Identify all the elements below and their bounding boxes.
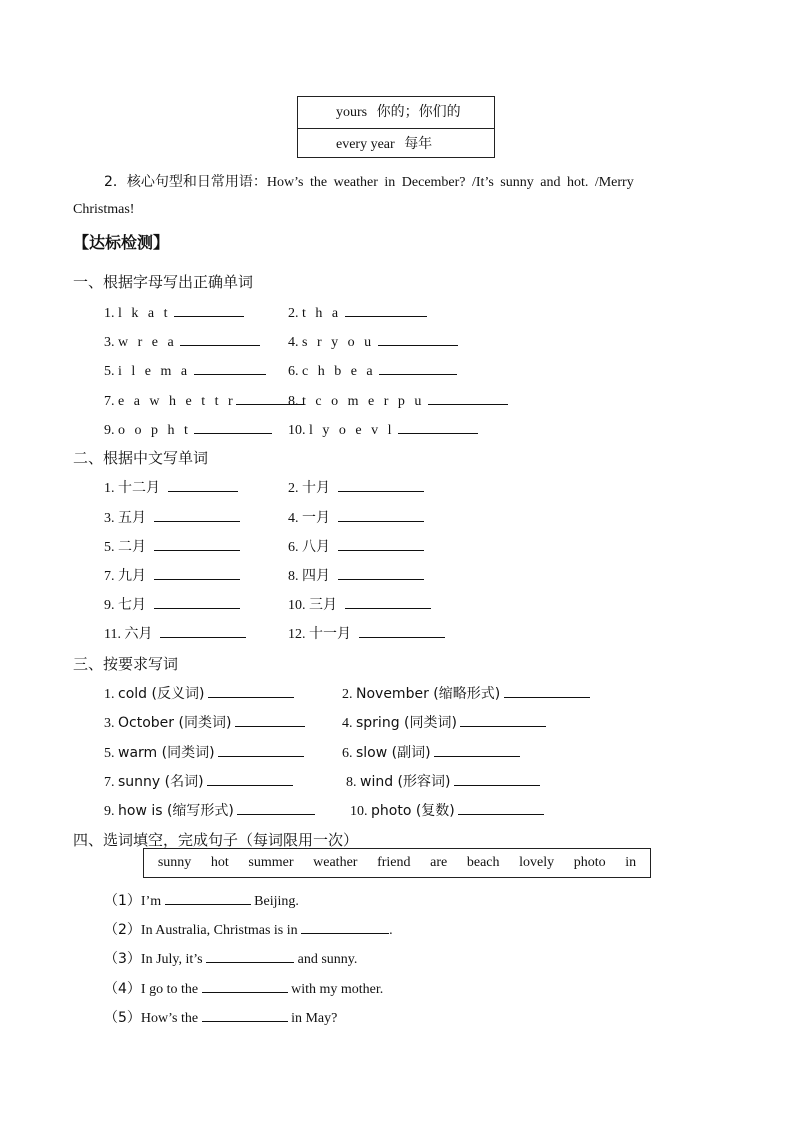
section4-title: 四、选词填空，完成句子（每词限用一次） xyxy=(73,831,359,849)
s1-item xyxy=(104,419,272,439)
item-number: 9. xyxy=(104,804,115,819)
s2-item xyxy=(288,565,424,585)
item-number: 3. xyxy=(104,716,115,731)
s2-item xyxy=(104,565,240,585)
item-number: 2. xyxy=(342,687,353,702)
item-number: 11. xyxy=(104,627,121,642)
s2-item xyxy=(288,623,445,643)
s1-item xyxy=(288,302,427,322)
s2-item xyxy=(104,623,246,643)
item-number: 3. xyxy=(104,511,115,526)
item-number: 9. xyxy=(104,423,115,438)
scrambled-letters: l k a t xyxy=(118,306,171,321)
scrambled-letters: s r y o u xyxy=(302,335,375,350)
word-bank-word: lovely xyxy=(519,855,555,870)
scrambled-letters: i l e m a xyxy=(118,364,191,379)
s2-item xyxy=(288,477,424,497)
chinese-month: 七月 xyxy=(118,597,146,613)
chinese-month: 十一月 xyxy=(309,626,351,642)
answer-blank[interactable] xyxy=(180,331,260,346)
answer-blank[interactable] xyxy=(345,594,431,609)
item-prompt: October (同类词) xyxy=(118,715,232,731)
item-number: 7. xyxy=(104,569,115,584)
item-number: 1. xyxy=(104,687,115,702)
sentence-number: （4） xyxy=(104,981,141,997)
answer-blank[interactable] xyxy=(301,919,389,934)
answer-blank[interactable] xyxy=(154,594,240,609)
item-number: 8. xyxy=(288,394,299,409)
item-number: 6. xyxy=(342,746,353,761)
chinese-month: 九月 xyxy=(118,568,146,584)
key-sentences-line1 xyxy=(104,171,634,191)
answer-blank[interactable] xyxy=(235,712,305,727)
sentence-number: （2） xyxy=(104,922,141,938)
item-number: 4. xyxy=(288,511,299,526)
item-prompt: sunny (名词) xyxy=(118,774,204,790)
item-number: 3. xyxy=(104,335,115,350)
item-number: 7. xyxy=(104,775,115,790)
item-number: 5. xyxy=(104,364,115,379)
s2-item xyxy=(104,507,240,527)
key-sentences-number: 2． xyxy=(104,174,127,190)
sentence-number: （5） xyxy=(104,1010,141,1026)
scrambled-letters: t h a xyxy=(302,306,342,321)
word-bank-word: friend xyxy=(377,855,411,870)
sentence-after: Beijing. xyxy=(254,894,299,909)
answer-blank[interactable] xyxy=(434,742,520,757)
s4-sentence xyxy=(104,978,383,998)
item-number: 10. xyxy=(350,804,368,819)
answer-blank[interactable] xyxy=(202,1007,288,1022)
item-prompt: how is (缩写形式) xyxy=(118,803,234,819)
word-bank-word: are xyxy=(430,855,448,870)
scrambled-letters: o o p h t xyxy=(118,423,191,438)
vocab-english: every year xyxy=(336,137,395,152)
answer-blank[interactable] xyxy=(454,771,540,786)
item-number: 5. xyxy=(104,746,115,761)
s4-sentence xyxy=(104,919,393,939)
s3-item xyxy=(104,771,293,791)
chinese-month: 二月 xyxy=(118,539,146,555)
word-bank-word: summer xyxy=(248,855,294,870)
item-number: 7. xyxy=(104,394,115,409)
answer-blank[interactable] xyxy=(160,623,246,638)
answer-blank[interactable] xyxy=(206,948,294,963)
answer-blank[interactable] xyxy=(154,507,240,522)
answer-blank[interactable] xyxy=(154,536,240,551)
item-number: 8. xyxy=(346,775,357,790)
s3-item xyxy=(350,800,544,820)
s1-item xyxy=(104,302,244,322)
chinese-month: 一月 xyxy=(302,510,330,526)
answer-blank[interactable] xyxy=(202,978,288,993)
item-number: 2. xyxy=(288,306,299,321)
answer-blank[interactable] xyxy=(460,712,546,727)
answer-blank[interactable] xyxy=(378,331,458,346)
item-number: 6. xyxy=(288,540,299,555)
scrambled-letters: c h b e a xyxy=(302,364,376,379)
section2-title: 二、根据中文写单词 xyxy=(73,449,209,467)
s2-item xyxy=(288,594,431,614)
section3-title: 三、按要求写词 xyxy=(73,655,179,673)
s2-item xyxy=(288,536,424,556)
chinese-month: 十二月 xyxy=(118,480,160,496)
sentence-after: . xyxy=(389,923,393,938)
item-number: 6. xyxy=(288,364,299,379)
vocab-table xyxy=(297,96,495,158)
key-sentences-label: 核心句型和日常用语： xyxy=(126,174,267,190)
s4-sentence xyxy=(104,1007,337,1027)
key-sentences-text: How’s the weather in December? /It’s sunny and hot. /Merry xyxy=(266,175,634,190)
answer-blank[interactable] xyxy=(168,477,238,492)
word-bank-word: sunny xyxy=(157,855,192,870)
s3-item xyxy=(104,683,294,703)
s2-item xyxy=(104,477,238,497)
word-bank-word: beach xyxy=(466,855,500,870)
item-prompt: wind (形容词) xyxy=(360,774,451,790)
item-number: 4. xyxy=(342,716,353,731)
item-prompt: photo (复数) xyxy=(371,803,455,819)
vocab-chinese: 每年 xyxy=(404,136,433,152)
scrambled-letters: w r e a xyxy=(118,335,177,350)
sentence-before: I’m xyxy=(140,894,162,909)
item-number: 10. xyxy=(288,423,306,438)
answer-blank[interactable] xyxy=(338,536,424,551)
sentence-after: and sunny. xyxy=(297,952,358,967)
chinese-month: 三月 xyxy=(309,597,337,613)
chinese-month: 六月 xyxy=(124,626,153,642)
word-bank xyxy=(143,848,651,878)
s1-item xyxy=(288,331,458,351)
vocab-english: yours xyxy=(336,105,368,120)
item-prompt: cold (反义词) xyxy=(118,686,205,702)
answer-blank[interactable] xyxy=(154,565,240,580)
test-heading: 【达标检测】 xyxy=(73,233,170,252)
answer-blank[interactable] xyxy=(428,390,508,405)
key-sentences-line2: Christmas! xyxy=(73,202,135,217)
item-number: 2. xyxy=(288,481,299,496)
answer-blank[interactable] xyxy=(165,890,251,905)
item-prompt: spring (同类词) xyxy=(356,715,457,731)
answer-blank[interactable] xyxy=(194,419,272,434)
item-prompt: November (缩略形式) xyxy=(356,686,501,702)
chinese-month: 四月 xyxy=(302,568,330,584)
item-number: 1. xyxy=(104,481,115,496)
answer-blank[interactable] xyxy=(458,800,544,815)
s3-item xyxy=(342,683,590,703)
item-number: 8. xyxy=(288,569,299,584)
answer-blank[interactable] xyxy=(379,360,457,375)
s3-item xyxy=(346,771,540,791)
answer-blank[interactable] xyxy=(207,771,293,786)
sentence-number: （3） xyxy=(104,951,141,967)
s3-item xyxy=(104,742,304,762)
s3-item xyxy=(342,712,546,732)
s1-item xyxy=(104,390,304,410)
answer-blank[interactable] xyxy=(208,683,294,698)
answer-blank[interactable] xyxy=(194,360,266,375)
word-bank-word: photo xyxy=(573,855,606,870)
sentence-before: In July, it’s xyxy=(140,952,203,967)
answer-blank[interactable] xyxy=(345,302,427,317)
item-number: 4. xyxy=(288,335,299,350)
chinese-month: 八月 xyxy=(302,539,330,555)
scrambled-letters: l y o e v l xyxy=(309,423,395,438)
item-number: 10. xyxy=(288,598,306,613)
s2-item xyxy=(104,594,240,614)
s1-item xyxy=(288,390,508,410)
vocab-chinese: 你的；你们的 xyxy=(376,104,461,120)
item-number: 9. xyxy=(104,598,115,613)
s3-item xyxy=(104,800,315,820)
answer-blank[interactable] xyxy=(218,742,304,757)
answer-blank[interactable] xyxy=(398,419,478,434)
answer-blank[interactable] xyxy=(504,683,590,698)
scrambled-letters: e a w h e t t r xyxy=(118,394,236,409)
word-bank-word: in xyxy=(625,855,637,870)
item-number: 12. xyxy=(288,627,306,642)
item-number: 1. xyxy=(104,306,115,321)
sentence-number: （1） xyxy=(104,893,141,909)
sentence-after: in May? xyxy=(291,1011,338,1026)
item-prompt: slow (副词) xyxy=(356,745,431,761)
sentence-before: I go to the xyxy=(140,982,199,997)
item-prompt: warm (同类词) xyxy=(118,745,215,761)
chinese-month: 五月 xyxy=(118,510,146,526)
answer-blank[interactable] xyxy=(338,507,424,522)
section1-title: 一、根据字母写出正确单词 xyxy=(73,273,254,291)
answer-blank[interactable] xyxy=(174,302,244,317)
s1-item xyxy=(288,419,478,439)
s1-item xyxy=(104,331,260,351)
s3-item xyxy=(104,712,305,732)
s2-item xyxy=(104,536,240,556)
scrambled-letters: t c o m e r p u xyxy=(302,394,425,409)
s4-sentence xyxy=(104,948,357,968)
word-bank-word: hot xyxy=(210,855,229,870)
sentence-after: with my mother. xyxy=(291,982,384,997)
s2-item xyxy=(288,507,424,527)
s1-item xyxy=(104,360,266,380)
s4-sentence xyxy=(104,890,299,910)
word-bank-word: weather xyxy=(313,855,358,870)
s3-item xyxy=(342,742,520,762)
answer-blank[interactable] xyxy=(237,800,315,815)
vocab-row xyxy=(298,97,494,128)
chinese-month: 十月 xyxy=(302,480,330,496)
answer-blank[interactable] xyxy=(338,565,424,580)
s1-item xyxy=(288,360,457,380)
vocab-row xyxy=(298,128,494,159)
answer-blank[interactable] xyxy=(338,477,424,492)
sentence-before: In Australia, Christmas is in xyxy=(140,923,298,938)
sentence-before: How’s the xyxy=(140,1011,199,1026)
item-number: 5. xyxy=(104,540,115,555)
answer-blank[interactable] xyxy=(359,623,445,638)
